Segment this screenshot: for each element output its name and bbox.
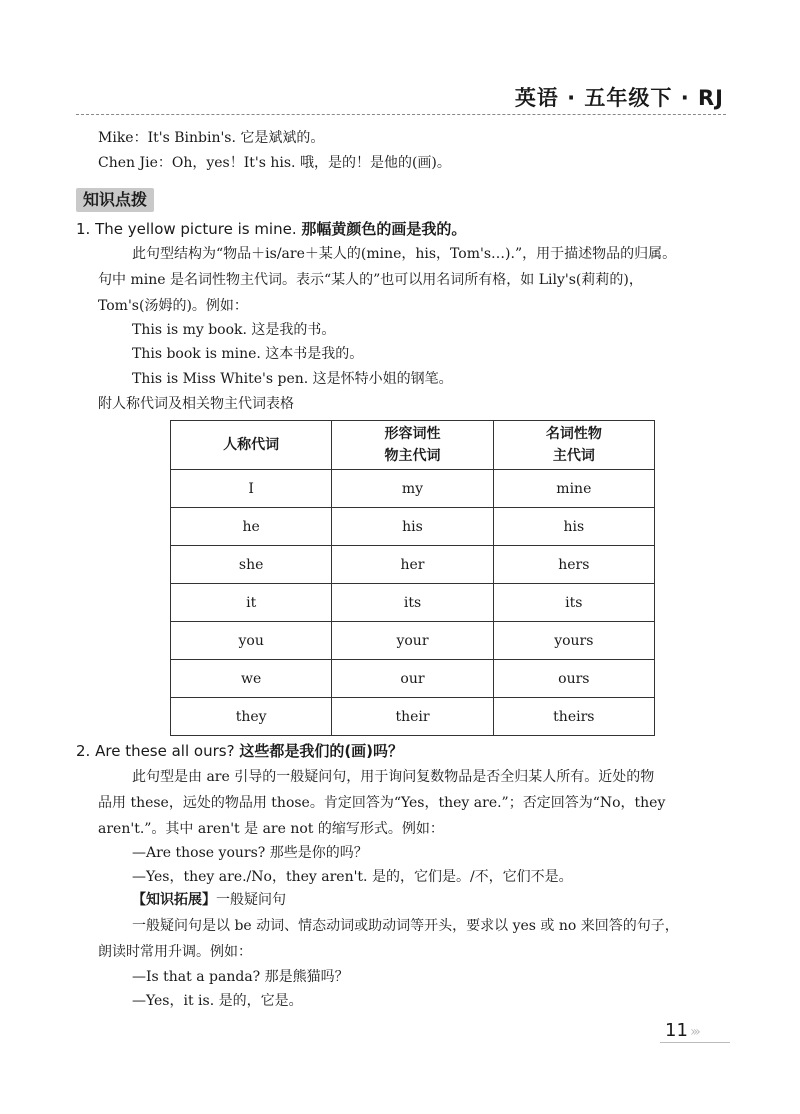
table-cell: its	[332, 584, 493, 622]
table-cell: our	[332, 660, 493, 698]
point1-number: 1.	[76, 220, 91, 238]
point2-explain-3: aren't.”。其中 aren't 是 are not 的缩写形式。例如：	[98, 821, 444, 837]
section-tag: 知识点拨	[76, 188, 154, 212]
point1-explain-3: Tom's(汤姆的)。例如：	[98, 298, 248, 314]
expand-line-1: 一般疑问句是以 be 动词、情态动词或助动词等开头，要求以 yes 或 no 来回答的句子，	[132, 918, 679, 934]
table-cell: their	[332, 698, 493, 736]
pronoun-table	[170, 420, 655, 736]
table-cell: she	[171, 546, 332, 584]
point2-example-2: —Yes，they are./No，they aren't. 是的，它们是。/不，它们不是。	[132, 869, 573, 885]
table-row	[171, 508, 655, 546]
header-adjective-possessive: 形容词性 物主代词	[332, 421, 493, 470]
table-row	[171, 660, 655, 698]
point2-example-1: —Are those yours? 那些是你的吗？	[132, 845, 368, 861]
expand-label: 【知识拓展】	[132, 892, 216, 908]
point1-explain-2: 句中 mine 是名词性物主代词。表示“某人的”也可以用名词所有格，如 Lily's(莉莉的)，	[98, 272, 643, 288]
header-title: 英语 · 五年级下 · RJ	[514, 86, 724, 110]
page-arrows-icon: ›››	[690, 1024, 698, 1040]
point1-example-2: This book is mine. 这本书是我的。	[132, 346, 364, 362]
header-noun-possessive: 名词性物 主代词	[493, 421, 654, 470]
table-header-row	[171, 421, 655, 470]
expand-title: 一般疑问句	[216, 892, 286, 908]
table-cell: my	[332, 470, 493, 508]
table-row	[171, 584, 655, 622]
point1-chinese: 那幅黄颜色的画是我的。	[301, 220, 467, 238]
table-cell: they	[171, 698, 332, 736]
intro-line-2: Chen Jie：Oh，yes！It's his. 哦，是的！是他的(画)。	[98, 155, 451, 171]
intro-line-1: Mike：It's Binbin's. 它是斌斌的。	[98, 130, 325, 146]
table-cell: I	[171, 470, 332, 508]
table-cell: his	[493, 508, 654, 546]
point1-example-1: This is my book. 这是我的书。	[132, 322, 336, 338]
point2-english: Are these all ours?	[95, 742, 235, 760]
point2-chinese: 这些都是我们的(画)吗？	[239, 742, 404, 760]
table-row	[171, 470, 655, 508]
header-personal-pronoun: 人称代词	[171, 421, 332, 470]
table-row	[171, 698, 655, 736]
table-cell: her	[332, 546, 493, 584]
point1-example-3: This is Miss White's pen. 这是怀特小姐的钢笔。	[132, 371, 453, 387]
table-cell: we	[171, 660, 332, 698]
table-cell: your	[332, 622, 493, 660]
point1-explain-1: 此句型结构为“物品＋is/are＋某人的(mine，his，Tom's…).”，用于描述物品的归属。	[132, 246, 677, 262]
table-cell: yours	[493, 622, 654, 660]
table-cell: you	[171, 622, 332, 660]
point2-explain-2: 品用 these，远处的物品用 those。肯定回答为“Yes，they are.”；否定回答为“No，they	[98, 795, 666, 811]
point2-explain-1: 此句型是由 are 引导的一般疑问句，用于询问复数物品是否全归某人所有。近处的物	[132, 769, 655, 785]
table-row	[171, 622, 655, 660]
table-cell: he	[171, 508, 332, 546]
point2-heading	[76, 740, 403, 762]
page-number: 11	[665, 1020, 688, 1041]
expand-heading	[132, 890, 286, 910]
point1-heading	[76, 218, 466, 240]
table-caption: 附人称代词及相关物主代词表格	[98, 396, 294, 412]
expand-example-2: —Yes，it is. 是的，它是。	[132, 993, 303, 1009]
expand-example-1: —Is that a panda? 那是熊猫吗？	[132, 969, 349, 985]
table-cell: his	[332, 508, 493, 546]
footer-divider	[660, 1042, 730, 1043]
table-row	[171, 546, 655, 584]
table-cell: ours	[493, 660, 654, 698]
table-cell: theirs	[493, 698, 654, 736]
table-cell: its	[493, 584, 654, 622]
header-divider	[76, 114, 726, 115]
point2-number: 2.	[76, 742, 91, 760]
table-cell: it	[171, 584, 332, 622]
table-cell: mine	[493, 470, 654, 508]
expand-line-2: 朗读时常用升调。例如：	[98, 944, 252, 960]
table-cell: hers	[493, 546, 654, 584]
point1-english: The yellow picture is mine.	[95, 220, 297, 238]
